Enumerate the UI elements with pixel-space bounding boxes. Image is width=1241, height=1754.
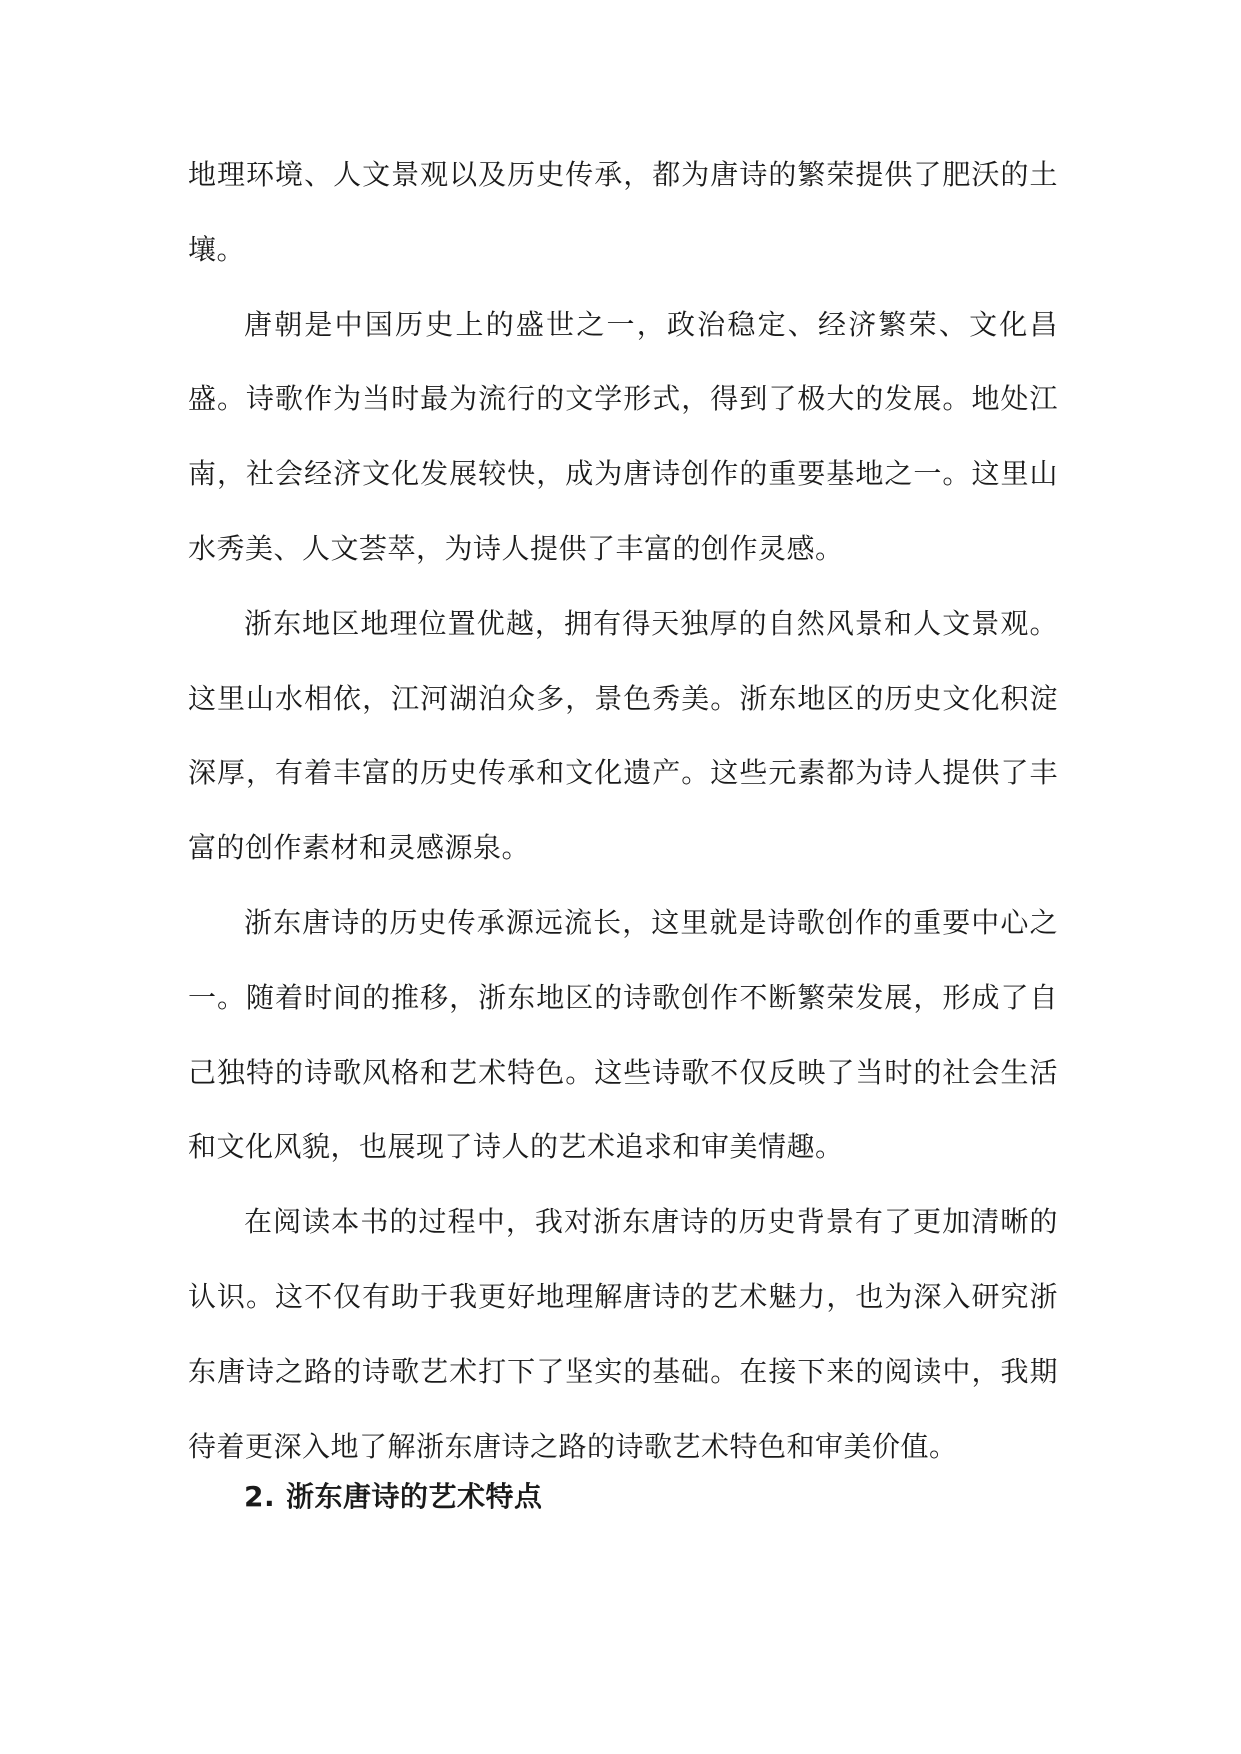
paragraph: 浙东地区地理位置优越，拥有得天独厚的自然风景和人文景观。这里山水相依，江河湖泊众多，景色秀美。浙东地区的历史文化积淀深厚，有着丰富的历史传承和文化遗产。这些元素都为诗人提供了丰富的创作素材和灵感源泉。 <box>188 606 1058 865</box>
paragraph: 在阅读本书的过程中，我对浙东唐诗的历史背景有了更加清晰的认识。这不仅有助于我更好地理解唐诗的艺术魅力，也为深入研究浙东唐诗之路的诗歌艺术打下了坚实的基础。在接下来的阅读中，我期待着更深入地了解浙东唐诗之路的诗歌艺术特色和审美价值。 <box>188 1205 1058 1463</box>
section-number: 2. <box>244 1480 276 1513</box>
body-text <box>188 138 1058 1484</box>
paragraph: 唐朝是中国历史上的盛世之一，政治稳定、经济繁荣、文化昌盛。诗歌作为当时最为流行的文学形式，得到了极大的发展。地处江南，社会经济文化发展较快，成为唐诗创作的重要基地之一。这里山水秀美、人文荟萃，为诗人提供了丰富的创作灵感。 <box>188 307 1058 565</box>
paragraph-continued: 地理环境、人文景观以及历史传承，都为唐诗的繁荣提供了肥沃的土壤。 <box>188 158 1058 266</box>
section-title: 浙东唐诗的艺术特点 <box>286 1480 543 1513</box>
section-heading <box>244 1477 543 1517</box>
paragraph: 浙东唐诗的历史传承源远流长，这里就是诗歌创作的重要中心之一。随着时间的推移，浙东地区的诗歌创作不断繁荣发展，形成了自己独特的诗歌风格和艺术特色。这些诗歌不仅反映了当时的社会生活和文化风貌，也展现了诗人的艺术追求和审美情趣。 <box>188 905 1058 1164</box>
